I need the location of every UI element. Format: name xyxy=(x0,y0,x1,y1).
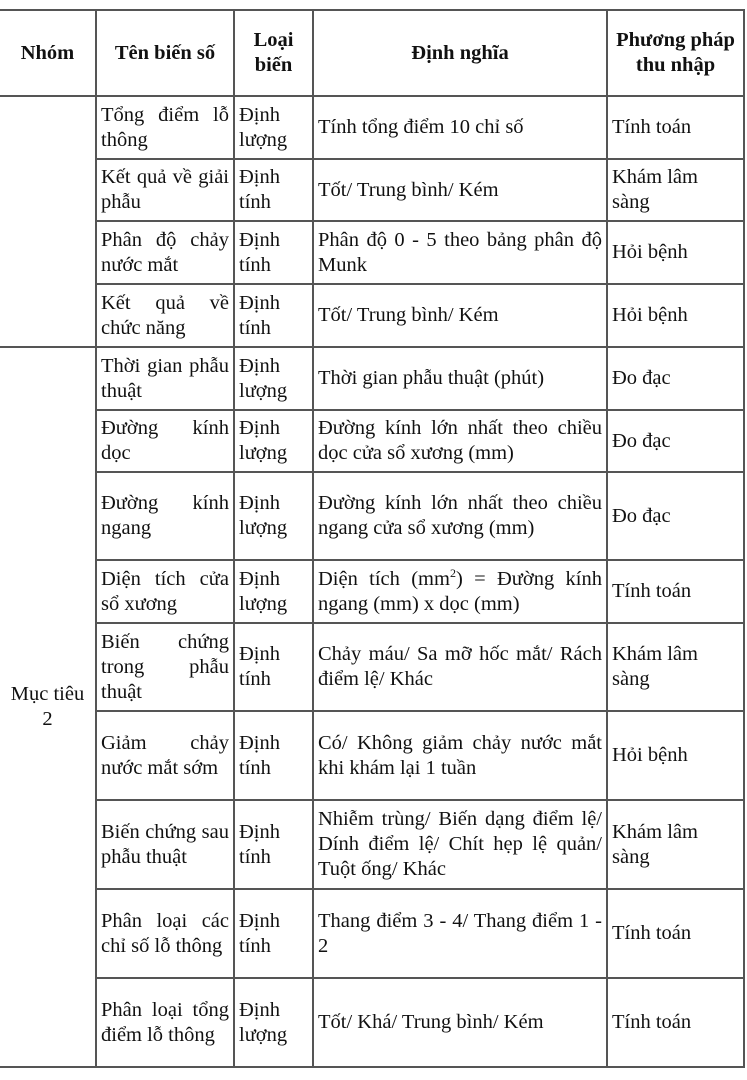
table-row xyxy=(0,221,744,284)
collection-method: Hỏi bệnh xyxy=(607,284,744,347)
collection-method: Đo đạc xyxy=(607,472,744,560)
table-row xyxy=(0,347,744,410)
collection-method: Khám lâm sàng xyxy=(607,159,744,221)
variable-type: Định lượng xyxy=(234,978,313,1067)
variable-name: Phân loại tổng điểm lỗ thông xyxy=(96,978,234,1067)
variable-name: Tổng điểm lỗ thông xyxy=(96,96,234,159)
variable-name: Diện tích cửa sổ xương xyxy=(96,560,234,623)
table-row xyxy=(0,560,744,623)
variable-name: Đường kính ngang xyxy=(96,472,234,560)
variable-type: Định tính xyxy=(234,800,313,889)
header-group: Nhóm xyxy=(0,10,96,96)
variable-name: Biến chứng trong phẫu thuật xyxy=(96,623,234,711)
collection-method: Tính toán xyxy=(607,978,744,1067)
collection-method: Tính toán xyxy=(607,889,744,978)
table-row xyxy=(0,159,744,221)
variable-definition: Phân độ 0 - 5 theo bảng phân độ Munk xyxy=(313,221,607,284)
variable-name: Phân loại các chỉ số lỗ thông xyxy=(96,889,234,978)
variable-definition xyxy=(313,560,607,623)
variable-definition: Nhiễm trùng/ Biến dạng điểm lệ/ Dính điểm lệ/ Chít hẹp lệ quản/ Tuột ống/ Khác xyxy=(313,800,607,889)
variable-type: Định tính xyxy=(234,221,313,284)
collection-method: Đo đạc xyxy=(607,410,744,472)
variable-name: Giảm chảy nước mắt sớm xyxy=(96,711,234,800)
header-variable-name: Tên biến số xyxy=(96,10,234,96)
collection-method: Hỏi bệnh xyxy=(607,711,744,800)
header-definition: Định nghĩa xyxy=(313,10,607,96)
variable-definition: Tốt/ Khá/ Trung bình/ Kém xyxy=(313,978,607,1067)
header-row xyxy=(0,10,744,96)
variable-type: Định lượng xyxy=(234,560,313,623)
variable-name: Thời gian phẫu thuật xyxy=(96,347,234,410)
group-cell xyxy=(0,96,96,347)
variable-name: Kết quả về chức năng xyxy=(96,284,234,347)
table-row xyxy=(0,472,744,560)
variable-type: Định lượng xyxy=(234,410,313,472)
table-row xyxy=(0,711,744,800)
variable-definition: Chảy máu/ Sa mỡ hốc mắt/ Rách điểm lệ/ Khác xyxy=(313,623,607,711)
header-method: Phương pháp thu nhập xyxy=(607,10,744,96)
definition-text: ) = Đường kính ngang (mm) x dọc (mm) xyxy=(318,567,602,615)
collection-method: Khám lâm sàng xyxy=(607,800,744,889)
collection-method: Hỏi bệnh xyxy=(607,221,744,284)
variable-type: Định tính xyxy=(234,889,313,978)
table-row xyxy=(0,96,744,159)
variable-definition: Đường kính lớn nhất theo chiều ngang cửa sổ xương (mm) xyxy=(313,472,607,560)
table-row xyxy=(0,978,744,1067)
variable-definition: Có/ Không giảm chảy nước mắt khi khám lại 1 tuần xyxy=(313,711,607,800)
definition-text: Diện tích (mm xyxy=(318,567,450,590)
variable-definition: Thang điểm 3 - 4/ Thang điểm 1 - 2 xyxy=(313,889,607,978)
variable-type: Định tính xyxy=(234,284,313,347)
collection-method: Tính toán xyxy=(607,560,744,623)
collection-method: Tính toán xyxy=(607,96,744,159)
variable-type: Định lượng xyxy=(234,472,313,560)
header-variable-type: Loại biến xyxy=(234,10,313,96)
table-row xyxy=(0,889,744,978)
variable-definition: Tốt/ Trung bình/ Kém xyxy=(313,284,607,347)
variable-name: Đường kính dọc xyxy=(96,410,234,472)
variable-name: Kết quả về giải phẫu xyxy=(96,159,234,221)
table-row xyxy=(0,800,744,889)
variable-definition: Tính tổng điểm 10 chỉ số xyxy=(313,96,607,159)
variable-type: Định tính xyxy=(234,711,313,800)
collection-method: Khám lâm sàng xyxy=(607,623,744,711)
group-cell: Mục tiêu 2 xyxy=(0,347,96,1067)
variable-definition: Tốt/ Trung bình/ Kém xyxy=(313,159,607,221)
variable-definition: Đường kính lớn nhất theo chiều dọc cửa sổ xương (mm) xyxy=(313,410,607,472)
table-row xyxy=(0,623,744,711)
variable-type: Định lượng xyxy=(234,347,313,410)
variable-type: Định tính xyxy=(234,159,313,221)
collection-method: Đo đạc xyxy=(607,347,744,410)
variables-table xyxy=(0,9,745,1068)
table-row xyxy=(0,410,744,472)
variable-definition: Thời gian phẫu thuật (phút) xyxy=(313,347,607,410)
table-row xyxy=(0,284,744,347)
superscript: 2 xyxy=(449,565,456,580)
variable-name: Biến chứng sau phẫu thuật xyxy=(96,800,234,889)
variable-name: Phân độ chảy nước mắt xyxy=(96,221,234,284)
variable-type: Định tính xyxy=(234,623,313,711)
variable-type: Định lượng xyxy=(234,96,313,159)
